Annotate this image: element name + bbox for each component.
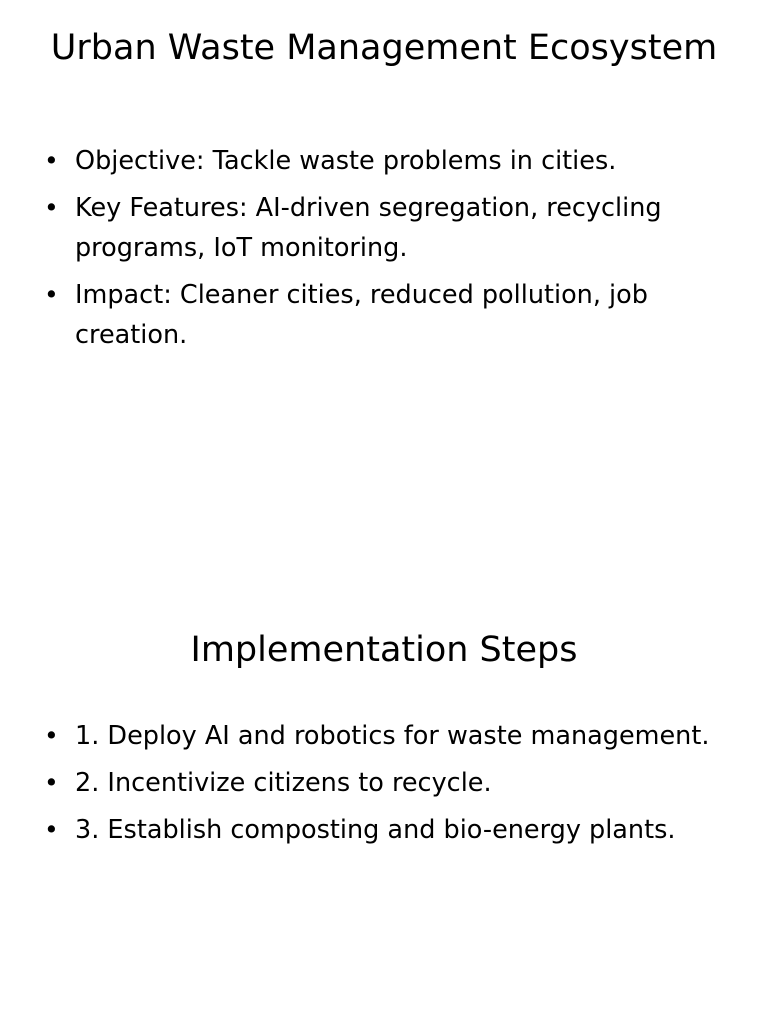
list-item <box>44 141 720 181</box>
bullet-text: 3. Establish composting and bio-energy plants. <box>75 815 676 845</box>
bullet-icon: • <box>44 721 59 750</box>
bullet-text: 2. Incentivize citizens to recycle. <box>75 768 492 798</box>
slide-title: Urban Waste Management Ecosystem <box>50 28 718 68</box>
bullet-list <box>44 716 720 857</box>
slide-title: Implementation Steps <box>190 630 578 670</box>
bullet-icon: • <box>44 280 59 309</box>
bullet-icon: • <box>44 146 59 175</box>
bullet-text: Key Features: AI-driven segregation, recycling programs, IoT monitoring. <box>75 193 662 263</box>
bullet-text: Impact: Cleaner cities, reduced pollution, job creation. <box>75 280 648 350</box>
bullet-text: Objective: Tackle waste problems in cities. <box>75 146 617 176</box>
list-item <box>44 188 720 268</box>
bullet-list <box>44 141 720 362</box>
list-item <box>44 810 720 850</box>
bullet-text: 1. Deploy AI and robotics for waste management. <box>75 721 710 751</box>
list-item <box>44 275 720 355</box>
list-item <box>44 763 720 803</box>
bullet-icon: • <box>44 768 59 797</box>
bullet-icon: • <box>44 815 59 844</box>
list-item <box>44 716 720 756</box>
bullet-icon: • <box>44 193 59 222</box>
